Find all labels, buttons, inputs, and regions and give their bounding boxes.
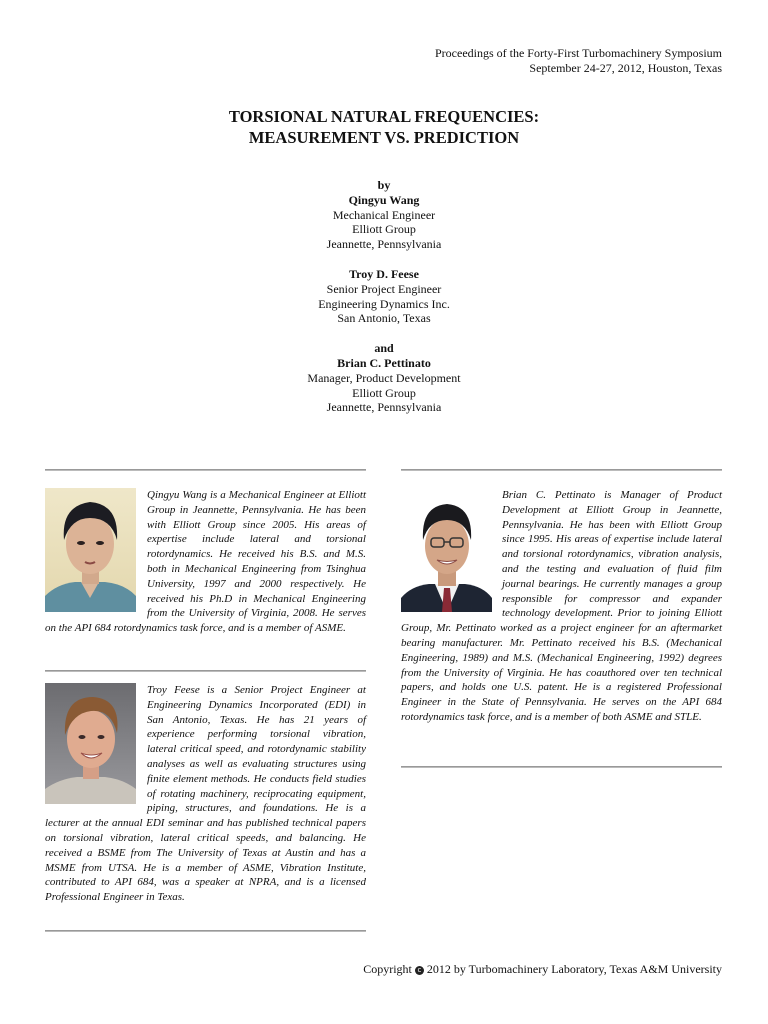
paper-title-line2: MEASUREMENT VS. PREDICTION [248,127,520,147]
bio-wang [45,488,366,636]
author-location: Jeannette, Pennsylvania [326,237,442,252]
author-role: Manager, Product Development [307,370,461,385]
author-location: Jeannette, Pennsylvania [326,400,442,415]
bio-feese [45,683,366,905]
author-photo-wang [45,488,136,612]
copyright-prefix: Copyright [363,962,412,976]
paper-title-line1: TORSIONAL NATURAL FREQUENCIES: [228,107,540,126]
author-org: Elliott Group [352,222,416,237]
by-label: by [377,178,391,192]
bio-text-pettinato: Brian C. Pettinato is Manager of Product Development at Elliott Group in Jeannette, Pennsylvania. He has been with Elliott Group since 1995. His areas of expertise include lateral and torsional rotordynamics, vibration analysis, and the testing and evaluation of fluid film journal bearings. He currently manages a group responsible for compressor and expander technology development. Prior to joining Elliott Group, Mr. Pettinato worked as a project engineer for an aftermarket bearing manufacturer. Mr. Pettinato received his B.S. (Mechanical Engineering, 1989) and M.S. (Mechanical Engineering, 1992) degrees from the University of Virginia. He has coauthored over ten technical papers, and holds one U.S. patent. He is a registered Professional Engineer in the State of Pennsylvania. He serves on the API 684 rotordynamics task force, and is a member of both ASME and STLE. [401,489,722,723]
bio-pettinato [401,488,722,725]
paper-title [0,107,768,148]
author-role: Senior Project Engineer [326,281,442,296]
proceedings-date-location: September 24-27, 2012, Houston, Texas [529,60,722,75]
author-photo-feese [45,683,136,804]
divider-rule [401,766,722,768]
divider-rule [45,670,366,672]
bio-text-feese: Troy Feese is a Senior Project Engineer at Engineering Dynamics Incorporated (EDI) in San Antonio, Texas. He has 21 years of experience performing torsional vibration, lateral critical speed, and rotordynamic stability analyses as well as evaluating structures using finite element methods. He conducts field studies of rotating machinery, reciprocating equipment, piping, structures, and foundations. He is a lecturer at the annual EDI seminar and has published technical papers on torsional vibration, lateral critical speeds, and balancing. He received a BSME from The University of Texas at Austin and has a MSME from UTSA. He is a member of ASME, Vibration Institute, contributed to API 684, was a speaker at NPRA, and is a licensed Professional Engineer in Texas. [45,684,366,904]
copyright-footer [222,962,722,977]
author-role: Mechanical Engineer [332,207,436,222]
author-org: Elliott Group [352,385,416,400]
author-name: Brian C. Pettinato [337,355,431,370]
author-photo-pettinato [401,488,492,612]
author-block [0,178,768,415]
proceedings-title: Proceedings of the Forty-First Turbomachinery Symposium [435,46,722,60]
author-location: San Antonio, Texas [337,311,431,326]
copyright-text: 2012 by Turbomachinery Laboratory, Texas A&M University [426,962,722,976]
author-org: Engineering Dynamics Inc. [318,296,450,311]
proceedings-header [322,46,722,75]
and-label: and [374,341,394,356]
author-name: Troy D. Feese [349,266,419,281]
divider-rule [401,469,722,471]
bio-text-wang: Qingyu Wang is a Mechanical Engineer at Elliott Group in Jeannette, Pennsylvania. He has been with Elliott Group since 2005. His areas of expertise include lateral and torsional rotordynamics. He received his B.S. and M.S. both in Mechanical Engineering from Tsinghua University, 1997 and 2000 respectively. He received his Ph.D in Mechanical Engineering from the University of Virginia, 2008. He serves on the API 684 rotordynamics task force, and is a member of ASME. [45,489,366,635]
divider-rule [45,469,366,471]
author-name: Qingyu Wang [348,192,420,207]
divider-rule [45,930,366,932]
copyright-icon: c [415,966,424,975]
